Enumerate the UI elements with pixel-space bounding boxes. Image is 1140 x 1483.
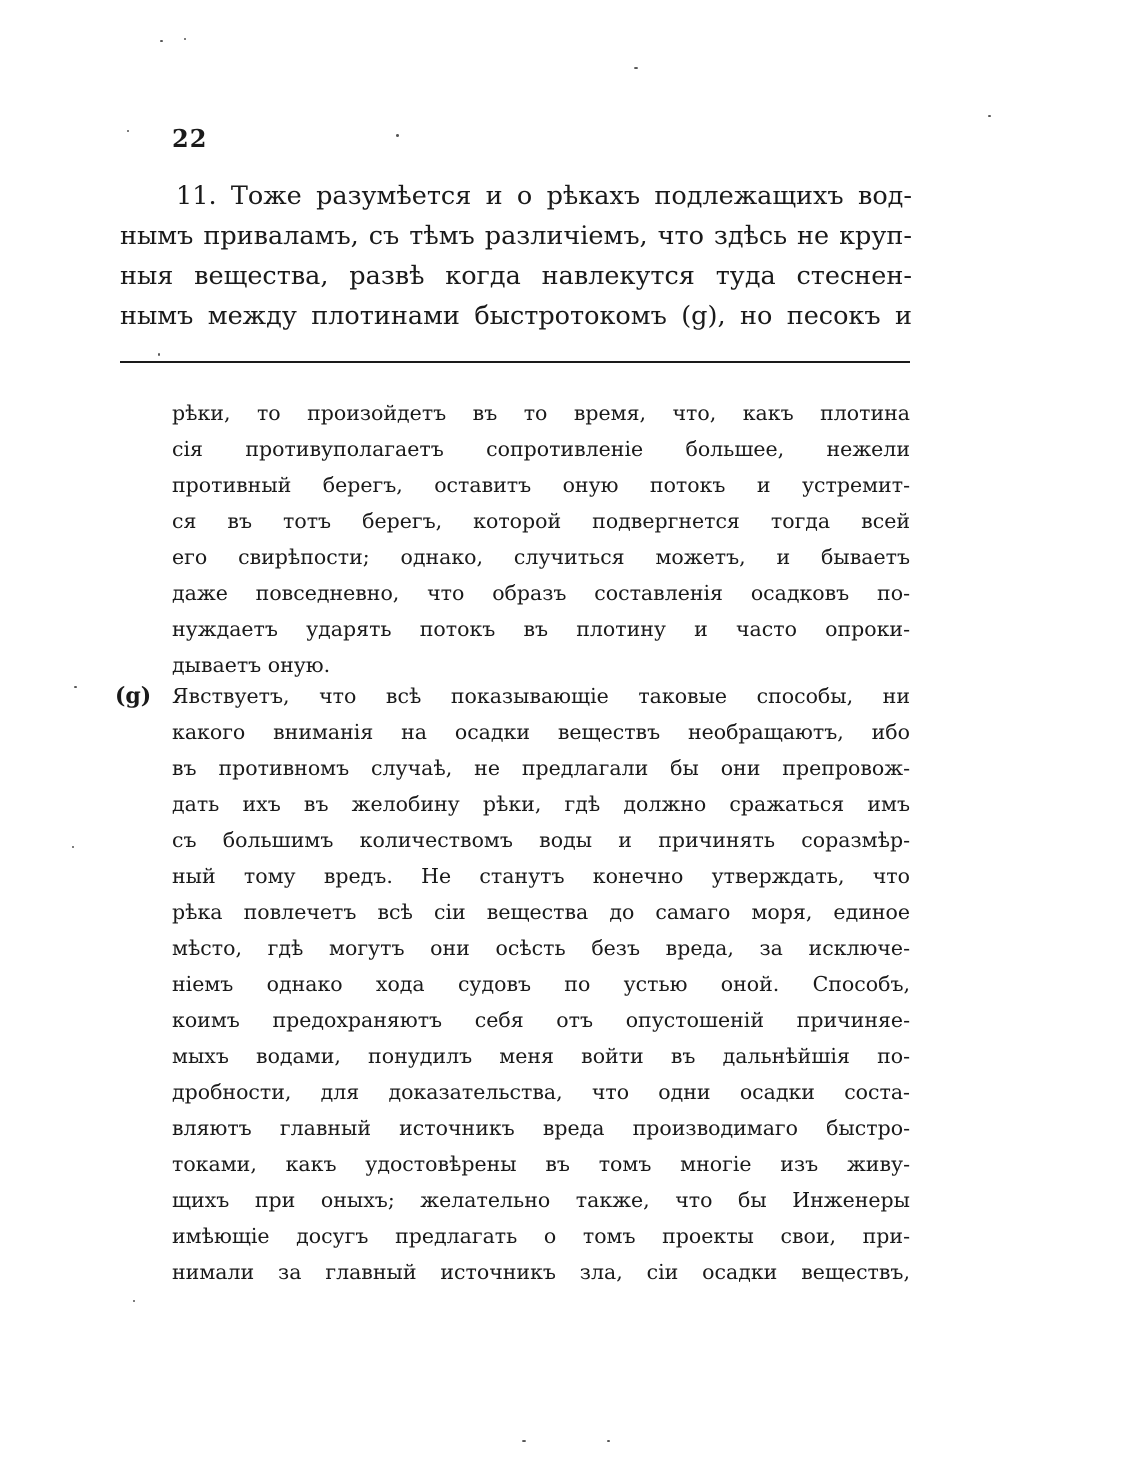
footnote-continuation [172, 395, 910, 683]
footnote-line: дробности, для доказательства, что одни осадки соста- [172, 1080, 910, 1104]
scan-speck [522, 1440, 526, 1442]
footnote-line: вляютъ главный источникъ вреда производимаго быстро- [172, 1116, 910, 1140]
footnote-line: дать ихъ въ желобину рѣки, гдѣ должно сражаться имъ [172, 792, 910, 816]
footnote-line: мыхъ водами, понудилъ меня войти въ дальнѣйшія по- [172, 1044, 910, 1068]
footnote-line: ный тому вредъ. Не станутъ конечно утверждать, что [172, 864, 910, 888]
scan-speck [160, 40, 163, 42]
scan-speck [634, 67, 638, 69]
footnote-line: ніемъ однако хода судовъ по устью оной. Способъ, [172, 972, 910, 996]
footnote-line: коимъ предохраняютъ себя отъ опустошеній причиняе- [172, 1008, 910, 1032]
footnote-line: ся въ тотъ берегъ, которой подвергнется тогда всей [172, 509, 910, 533]
footnote-line: Явствуетъ, что всѣ показывающіе таковые способы, ни [172, 684, 910, 708]
footnote-line: мѣсто, гдѣ могутъ они осѣсть безъ вреда, за исключе- [172, 936, 910, 960]
footnote-g [172, 678, 910, 1290]
scan-speck [72, 846, 74, 848]
scan-speck [988, 115, 991, 117]
footnote-line: щихъ при оныхъ; желательно также, что бы Инженеры [172, 1188, 910, 1212]
footnote-line: дываетъ оную. [172, 653, 331, 677]
footnote-separator-rule [120, 361, 910, 363]
scan-speck [607, 1440, 610, 1442]
page-number: 22 [172, 124, 208, 153]
main-paragraph [120, 176, 912, 336]
scan-speck [396, 134, 399, 137]
footnote-g-marker: (g) [115, 683, 152, 709]
footnote-line: рѣки, то произойдетъ въ то время, что, какъ плотина [172, 401, 910, 425]
scan-speck [74, 686, 77, 688]
footnote-line: противный берегъ, оставитъ оную потокъ и устремит- [172, 473, 910, 497]
footnote-line: имѣющіе досугъ предлагать о томъ проекты свои, при- [172, 1224, 910, 1248]
main-line: 11. Тоже разумѣется и о рѣкахъ подлежащихъ вод- [176, 181, 912, 211]
footnote-line: въ противномъ случаѣ, не предлагали бы они препровож- [172, 756, 910, 780]
scan-speck [184, 38, 186, 40]
scan-speck [127, 130, 129, 132]
footnote-line: нимали за главный источникъ зла, сіи осадки веществъ, [172, 1260, 910, 1284]
footnote-line: какого вниманія на осадки веществъ необращаютъ, ибо [172, 720, 910, 744]
scan-speck [158, 353, 160, 356]
footnote-line: токами, какъ удостовѣрены въ томъ многіе изъ живу- [172, 1152, 910, 1176]
footnote-line: его свирѣпости; однако, случиться можетъ, и бываетъ [172, 545, 910, 569]
main-line: ныя вещества, развѣ когда навлекутся туда стеснен- [120, 261, 912, 291]
footnote-line: съ большимъ количествомъ воды и причинять соразмѣр- [172, 828, 910, 852]
scan-speck [133, 1300, 135, 1302]
footnote-line: нуждаетъ ударять потокъ въ плотину и часто опроки- [172, 617, 910, 641]
footnote-line: сія противуполагаетъ сопротивленіе большее, нежели [172, 437, 910, 461]
footnote-line: даже повседневно, что образъ составленія осадковъ по- [172, 581, 910, 605]
main-line: нымъ между плотинами быстротокомъ (g), но песокъ и [120, 301, 912, 331]
main-line: нымъ приваламъ, съ тѣмъ различіемъ, что здѣсь не круп- [120, 221, 912, 251]
footnote-line: рѣка повлечетъ всѣ сіи вещества до самаго моря, единое [172, 900, 910, 924]
